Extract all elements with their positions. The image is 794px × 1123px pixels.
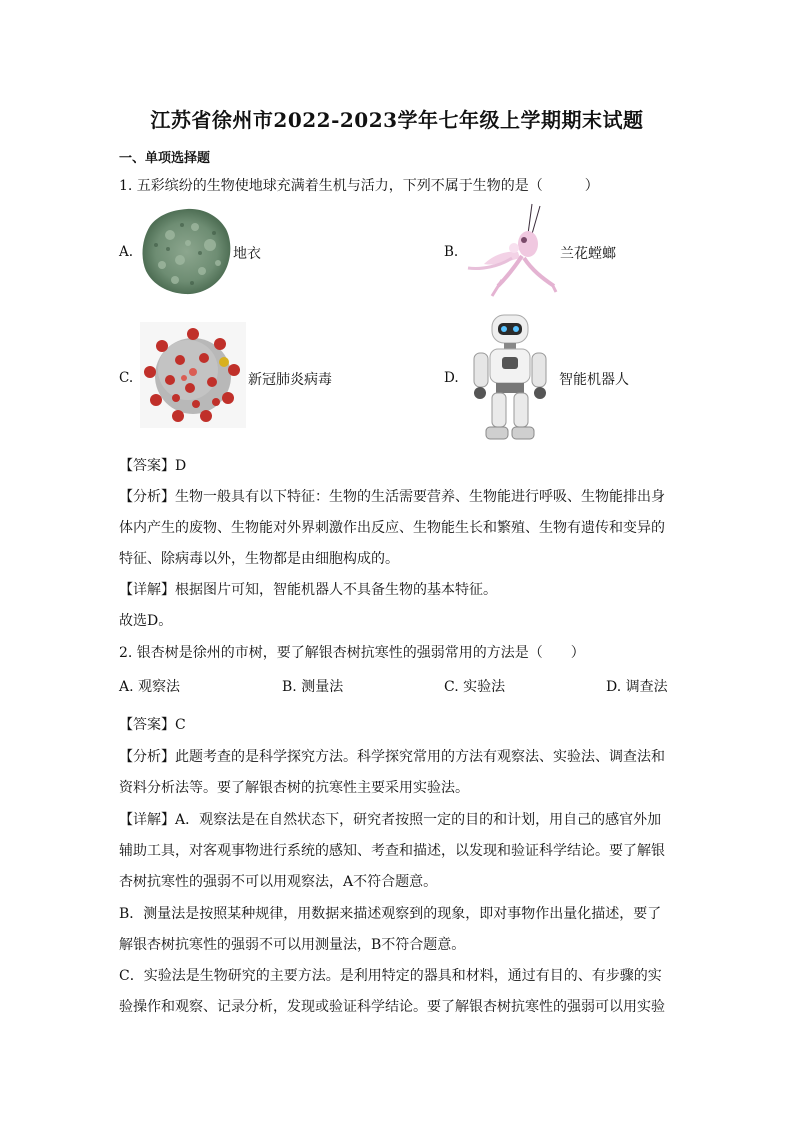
- q2-detail-line-6: C．实验法是生物研究的主要方法。是利用特定的器具和材料，通过有目的、有步骤的实: [119, 968, 662, 984]
- coronavirus-image: [140, 322, 246, 428]
- question-2-stem: 2. 银杏树是徐州的市树，要了解银杏树抗寒性的强弱常用的方法是（ ）: [119, 645, 585, 661]
- option-d-letter: D.: [444, 370, 459, 386]
- lichen-image: [140, 205, 234, 297]
- q2-detail-line-2: 辅助工具，对客观事物进行系统的感知、考查和描述，以发现和验证科学结论。要了解银: [119, 843, 665, 859]
- q1-detail: 【详解】根据图片可知，智能机器人不具备生物的基本特征。: [119, 582, 497, 598]
- q1-analysis-line-3: 特征、除病毒以外，生物都是由细胞构成的。: [119, 551, 399, 567]
- q2-option-b: B. 测量法: [282, 679, 344, 695]
- section-heading: 一、单项选择题: [119, 151, 211, 166]
- option-c-text: 新冠肺炎病毒: [248, 372, 332, 388]
- q2-answer: 【答案】C: [119, 717, 186, 733]
- q2-detail-line-3: 杏树抗寒性的强弱不可以用观察法，A不符合题意。: [119, 874, 438, 890]
- option-a-letter: A.: [119, 244, 134, 260]
- q2-detail-line-5: 解银杏树抗寒性的强弱不可以用测量法，B不符合题意。: [119, 937, 466, 953]
- q2-option-c: C. 实验法: [444, 679, 506, 695]
- q1-analysis-line-1: 【分析】生物一般具有以下特征：生物的生活需要营养、生物能进行呼吸、生物能排出身: [119, 489, 665, 505]
- option-b-letter: B.: [444, 244, 459, 260]
- q1-choice: 故选D。: [119, 613, 173, 629]
- orchid-mantis-image: [462, 200, 558, 300]
- robot-image: [462, 313, 558, 443]
- q2-analysis-line-1: 【分析】此题考查的是科学探究方法。科学探究常用的方法有观察法、实验法、调查法和: [119, 749, 665, 765]
- option-b-text: 兰花螳螂: [560, 246, 616, 262]
- page-title: 江苏省徐州市2022-2023学年七年级上学期期末试题: [150, 108, 644, 132]
- q1-answer: 【答案】D: [119, 458, 187, 474]
- q2-option-a: A. 观察法: [119, 679, 181, 695]
- q2-detail-line-7: 验操作和观察、记录分析，发现或验证科学结论。要了解银杏树抗寒性的强弱可以用实验: [119, 999, 665, 1015]
- q2-option-d: D. 调查法: [606, 679, 668, 695]
- q2-detail-line-1: 【详解】A．观察法是在自然状态下，研究者按照一定的目的和计划，用自己的感官外加: [119, 812, 662, 828]
- q2-detail-line-4: B．测量法是按照某种规律，用数据来描述观察到的现象，即对事物作出量化描述，要了: [119, 906, 662, 922]
- option-c-letter: C.: [119, 370, 134, 386]
- q2-analysis-line-2: 资料分析法等。要了解银杏树的抗寒性主要采用实验法。: [119, 780, 469, 796]
- q1-analysis-line-2: 体内产生的废物、生物能对外界刺激作出反应、生物能生长和繁殖、生物有遗传和变异的: [119, 520, 665, 536]
- question-1-stem: 1. 五彩缤纷的生物使地球充满着生机与活力，下列不属于生物的是（ ）: [119, 178, 599, 194]
- option-d-text: 智能机器人: [559, 372, 629, 388]
- option-a-text: 地衣: [233, 246, 261, 262]
